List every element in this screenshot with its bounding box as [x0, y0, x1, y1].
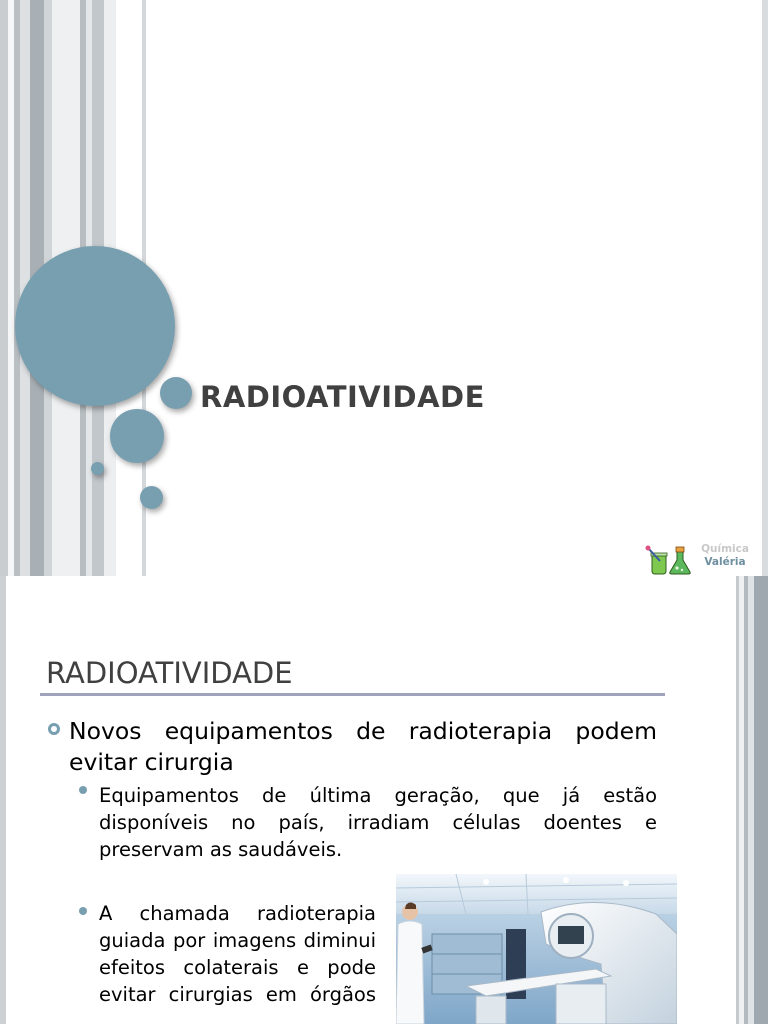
- decorative-circle-medium: [110, 409, 164, 463]
- bullet-text-level2: A chamada radioterapia guiada por imagens diminui efeitos colaterais e pode evitar cirurgias em órgãos: [99, 902, 376, 1006]
- logo-text: [696, 543, 754, 569]
- logo-line-2: Valéria: [704, 556, 746, 568]
- slide-title: RADIOATIVIDADE: [200, 380, 485, 414]
- decorative-circle-small: [140, 486, 163, 509]
- decorative-right-stripes: [730, 576, 768, 1024]
- filled-bullet-icon: [79, 786, 87, 794]
- filled-bullet-icon: [79, 907, 87, 915]
- slide-heading: RADIOATIVIDADE: [46, 656, 293, 690]
- left-edge-strip: [0, 576, 6, 1024]
- bullet-text-level1: Novos equipamentos de radioterapia podem evitar cirurgia: [69, 717, 657, 776]
- decorative-circle-small: [160, 377, 192, 409]
- bullet-text-level2: Equipamentos de última geração, que já estão disponíveis no país, irradiam células doentes e preservam as saudáveis.: [99, 784, 657, 861]
- chemistry-logo: [644, 543, 754, 576]
- logo-line-1: Química: [701, 543, 749, 555]
- lab-flasks-icon: [644, 543, 694, 576]
- hollow-bullet-icon: [48, 723, 60, 735]
- left-edge-strip: [0, 0, 8, 576]
- radiotherapy-room-photo: [396, 874, 677, 1024]
- content-slide: [0, 576, 768, 1024]
- right-edge-strip: [762, 0, 768, 576]
- heading-underline: [40, 693, 665, 696]
- decorative-circle-tiny: [91, 462, 104, 475]
- decorative-circle-large: [15, 246, 175, 406]
